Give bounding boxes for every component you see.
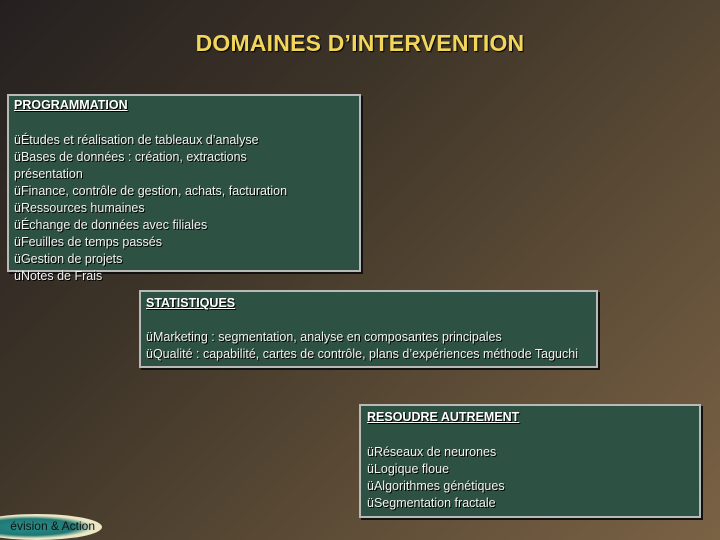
check-icon: ü [367, 462, 374, 476]
check-icon: ü [14, 235, 21, 249]
list-item: üQualité : capabilité, cartes de contrôle, plans d’expériences méthode Taguchi [146, 347, 578, 361]
check-icon: ü [367, 445, 374, 459]
list-item: üGestion de projets [14, 252, 123, 266]
list-item: üRéseaux de neurones [367, 445, 497, 459]
check-icon: ü [14, 218, 21, 232]
logo-text: évision & Action [10, 519, 95, 533]
check-icon: ü [367, 496, 374, 510]
resoudre-list [367, 444, 505, 512]
check-icon: ü [146, 347, 153, 361]
list-item: üMarketing : segmentation, analyse en composantes principales [146, 330, 502, 344]
check-icon: ü [146, 330, 153, 344]
check-icon: ü [14, 269, 21, 283]
programmation-title: PROGRAMMATION [14, 98, 128, 112]
list-item: présentation [14, 167, 83, 181]
list-item: üNotes de Frais [14, 269, 103, 283]
check-icon: ü [14, 184, 21, 198]
list-item: üRessources humaines [14, 201, 145, 215]
check-icon: ü [14, 150, 21, 164]
list-item: üBases de données : création, extractions [14, 150, 247, 164]
list-item: üFinance, contrôle de gestion, achats, facturation [14, 184, 288, 198]
check-icon: ü [14, 133, 21, 147]
list-item: üÉtudes et réalisation de tableaux d’analyse [14, 133, 259, 147]
list-item: üFeuilles de temps passés [14, 235, 162, 249]
list-item: üÉchange de données avec filiales [14, 218, 208, 232]
programmation-list [14, 132, 287, 285]
resoudre-title: RESOUDRE AUTREMENT [367, 410, 520, 424]
list-item: üLogique floue [367, 462, 450, 476]
list-item: üSegmentation fractale [367, 496, 496, 510]
statistiques-title: STATISTIQUES [146, 296, 236, 310]
check-icon: ü [14, 252, 21, 266]
statistiques-list [146, 329, 578, 363]
list-item: üAlgorithmes génétiques [367, 479, 505, 493]
check-icon: ü [14, 201, 21, 215]
slide-title: DOMAINES D’INTERVENTION [195, 30, 525, 56]
check-icon: ü [367, 479, 374, 493]
